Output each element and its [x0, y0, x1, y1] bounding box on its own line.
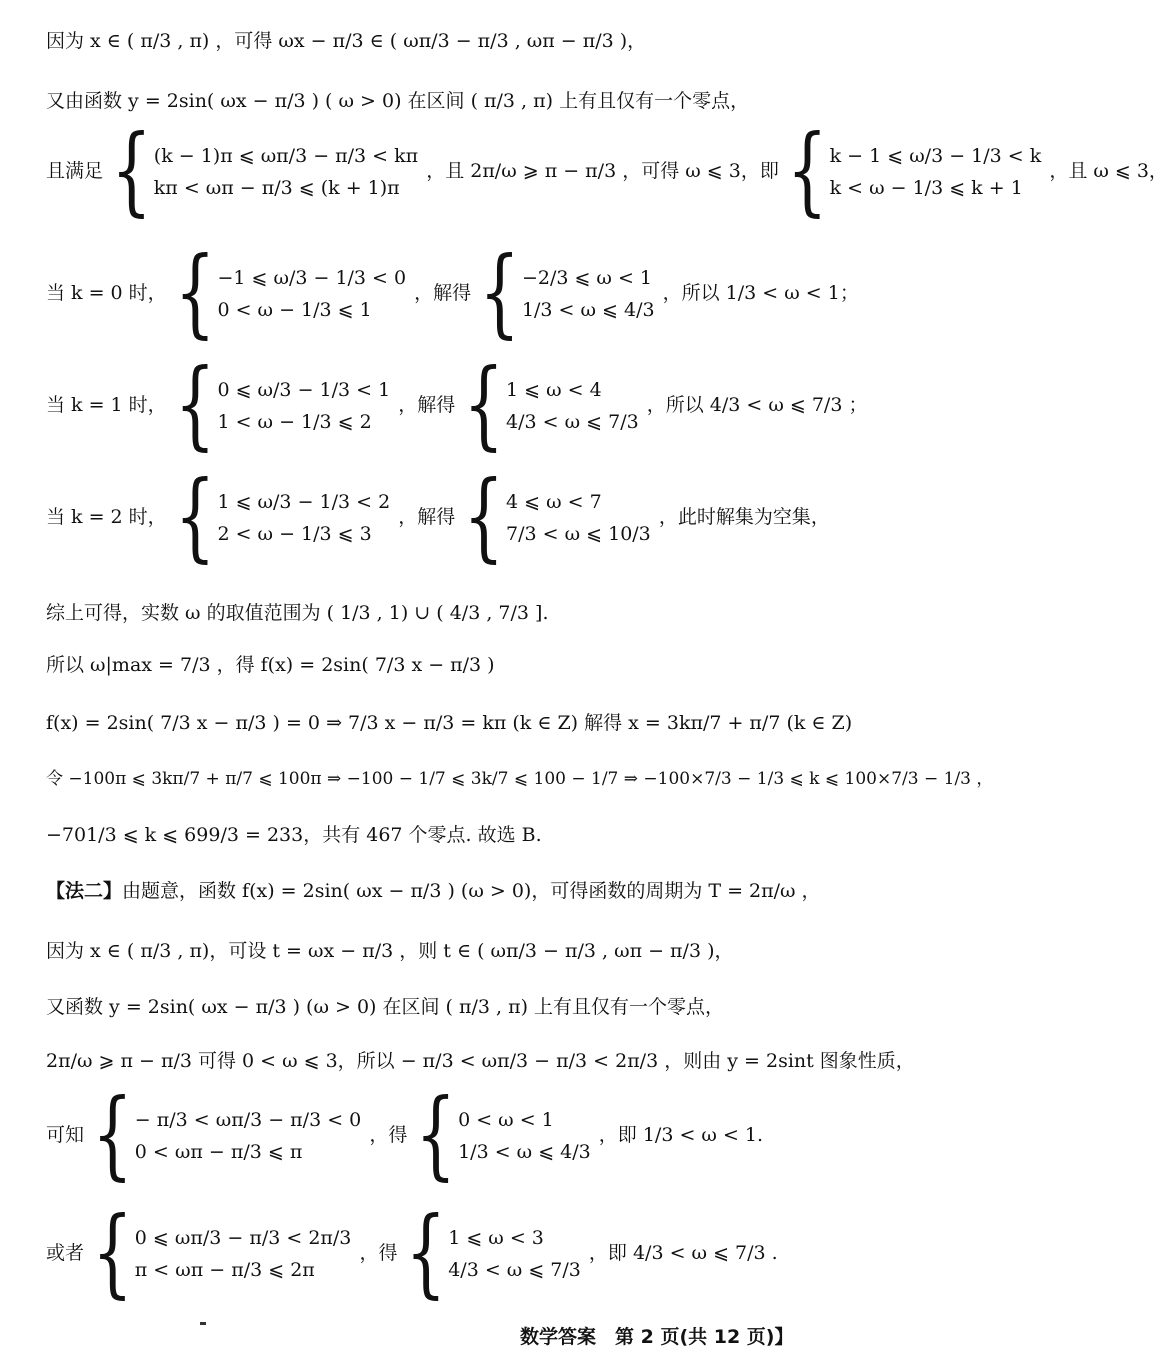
- page-footer: 数学答案 第 2 页(共 12 页)】: [520, 1326, 794, 1348]
- brace: {: [463, 350, 505, 462]
- row: −2/3 ⩽ ω < 1: [521, 267, 653, 289]
- row: π < ωπ − π/3 ⩽ 2π: [134, 1259, 315, 1281]
- prefix: 且满足: [46, 160, 104, 182]
- system-1: [111, 116, 419, 228]
- line-zero-condition: [46, 88, 870, 114]
- row: 1/3 < ω ⩽ 4/3: [458, 1141, 591, 1163]
- brace: {: [174, 462, 216, 574]
- system-2: [405, 1198, 581, 1310]
- row: 0 ⩽ ωπ/3 − π/3 < 2π/3: [134, 1227, 352, 1249]
- row: k < ω − 1/3 ⩽ k + 1: [829, 177, 1023, 199]
- suffix: ，即 1/3 < ω < 1.: [598, 1124, 764, 1146]
- brace: {: [174, 238, 216, 350]
- row: kπ < ωπ − π/3 ⩽ (k + 1)π: [153, 177, 400, 199]
- text: 所以 ω|max = 7/3 ，得 f(x) = 2sin( 7/3 x − π/3 ): [46, 654, 495, 676]
- mid: ，且 2π/ω ⩾ π − π/3 ，可得 ω ⩽ 3，即: [426, 160, 779, 182]
- brace: {: [463, 462, 505, 574]
- brace: {: [92, 1080, 133, 1192]
- text: 又函数 y = 2sin( ωx − π/3 ) (ω > 0) 在区间 ( π/3 , π) 上有且仅有一个零点，: [46, 996, 725, 1018]
- text: 由题意，函数 f(x) = 2sin( ωx − π/3 ) (ω > 0)，可得函数的周期为 T = 2π/ω ，: [122, 880, 821, 902]
- system-2: [463, 350, 639, 462]
- suffix: ，即 4/3 < ω ⩽ 7/3 .: [588, 1242, 778, 1264]
- row: 0 < ω < 1: [458, 1109, 554, 1131]
- row: 4/3 < ω ⩽ 7/3: [506, 411, 639, 433]
- system-2: [463, 462, 651, 574]
- prefix: 或者: [46, 1242, 85, 1264]
- row: 0 < ω − 1/3 ⩽ 1: [217, 299, 372, 321]
- row: 4 ⩽ ω < 7: [506, 491, 602, 513]
- system-1: [174, 238, 407, 350]
- mid: ，得: [369, 1124, 408, 1146]
- row: 1 < ω − 1/3 ⩽ 2: [217, 411, 372, 433]
- line-m2-zero: [46, 994, 870, 1020]
- text: 因为 x ∈ ( π/3 , π)，可设 t = ωx − π/3 ，则 t ∈ ( ωπ/3 − π/3 , ωπ − π/3 )，: [46, 940, 734, 962]
- system-2: [415, 1080, 591, 1192]
- line-summary: [46, 600, 870, 626]
- line-max: [46, 652, 870, 678]
- mid: ，解得: [398, 394, 456, 416]
- brace: {: [405, 1198, 447, 1310]
- line-interval-x: [46, 28, 870, 54]
- system-1: [92, 1198, 352, 1310]
- brace: {: [174, 350, 216, 462]
- row: 1 ⩽ ω < 4: [506, 379, 602, 401]
- prefix: 当 k = 1 时，: [46, 394, 167, 416]
- row: 4/3 < ω ⩽ 7/3: [448, 1259, 581, 1281]
- row: 1 ⩽ ω < 3: [448, 1227, 544, 1249]
- line-k1: [46, 350, 870, 462]
- suffix: ，所以 1/3 < ω < 1；: [662, 282, 859, 304]
- text: 综上可得，实数 ω 的取值范围为 ( 1/3 , 1) ∪ ( 4/3 , 7/3 ].: [46, 602, 549, 624]
- prefix: 可知: [46, 1124, 85, 1146]
- brace: {: [415, 1080, 457, 1192]
- line-fx-zero: [46, 710, 870, 736]
- mid: ，解得: [398, 506, 456, 528]
- line-m2-case-b: [46, 1198, 870, 1310]
- stray-mark: [200, 1322, 206, 1325]
- system-1: [174, 462, 391, 574]
- text: 2π/ω ⩾ π − π/3 可得 0 < ω ⩽ 3，所以 − π/3 < ωπ/3 − π/3 < 2π/3 ，则由 y = 2sint 图象性质，: [46, 1050, 915, 1072]
- row: 7/3 < ω ⩽ 10/3: [506, 523, 651, 545]
- suffix: ，所以 4/3 < ω ⩽ 7/3 ；: [646, 394, 868, 416]
- mid: ，得: [359, 1242, 398, 1264]
- brace: {: [111, 116, 152, 228]
- row: 0 ⩽ ω/3 − 1/3 < 1: [217, 379, 391, 401]
- line-k2: [46, 462, 870, 574]
- line-method2: [46, 878, 870, 904]
- line-m2-case-a: [46, 1080, 870, 1192]
- method2-tag: 【法二】: [46, 880, 123, 902]
- row: 1/3 < ω ⩽ 4/3: [521, 299, 655, 321]
- line-m2-period: [46, 1048, 915, 1074]
- text: 令 −100π ⩽ 3kπ/7 + π/7 ⩽ 100π ⇒ −100 − 1/7 ⩽ 3k/7 ⩽ 100 − 1/7 ⇒ −100×7/3 − 1/3 ⩽ k ⩽ 100×7/3 − 1/3 ，: [46, 769, 994, 789]
- system-1: [92, 1080, 362, 1192]
- line-count: [46, 822, 870, 848]
- row: −1 ⩽ ω/3 − 1/3 < 0: [217, 267, 407, 289]
- text: −701/3 ⩽ k ⩽ 699/3 = 233，共有 467 个零点. 故选 B.: [46, 824, 542, 846]
- row: 1 ⩽ ω/3 − 1/3 < 2: [217, 491, 391, 513]
- text: 又由函数 y = 2sin( ωx − π/3 ) ( ω > 0) 在区间 ( π/3 , π) 上有且仅有一个零点，: [46, 90, 750, 112]
- line-conditions: [46, 116, 1168, 228]
- system-2: [786, 116, 1042, 228]
- text: f(x) = 2sin( 7/3 x − π/3 ) = 0 ⇒ 7/3 x − π/3 = kπ (k ∈ Z) 解得 x = 3kπ/7 + π/7 (k ∈ Z): [46, 712, 853, 734]
- row: (k − 1)π ⩽ ωπ/3 − π/3 < kπ: [153, 145, 419, 167]
- system-2: [479, 238, 655, 350]
- prefix: 当 k = 2 时，: [46, 506, 167, 528]
- suffix: ，此时解集为空集，: [658, 506, 830, 528]
- mid: ，解得: [414, 282, 472, 304]
- row: − π/3 < ωπ/3 − π/3 < 0: [134, 1109, 362, 1131]
- text: 因为 x ∈ ( π/3 , π) ，可得 ωx − π/3 ∈ ( ωπ/3 − π/3 , ωπ − π/3 )，: [46, 30, 647, 52]
- brace: {: [479, 238, 520, 350]
- system-1: [174, 350, 391, 462]
- brace: {: [786, 116, 828, 228]
- row: 0 < ωπ − π/3 ⩽ π: [134, 1141, 303, 1163]
- line-m2-substitution: [46, 938, 870, 964]
- brace: {: [92, 1198, 133, 1310]
- line-k0: [46, 238, 870, 350]
- row: k − 1 ⩽ ω/3 − 1/3 < k: [829, 145, 1042, 167]
- row: 2 < ω − 1/3 ⩽ 3: [217, 523, 372, 545]
- line-inequality: [46, 766, 994, 792]
- suffix: ，且 ω ⩽ 3，: [1049, 160, 1168, 182]
- prefix: 当 k = 0 时，: [46, 282, 167, 304]
